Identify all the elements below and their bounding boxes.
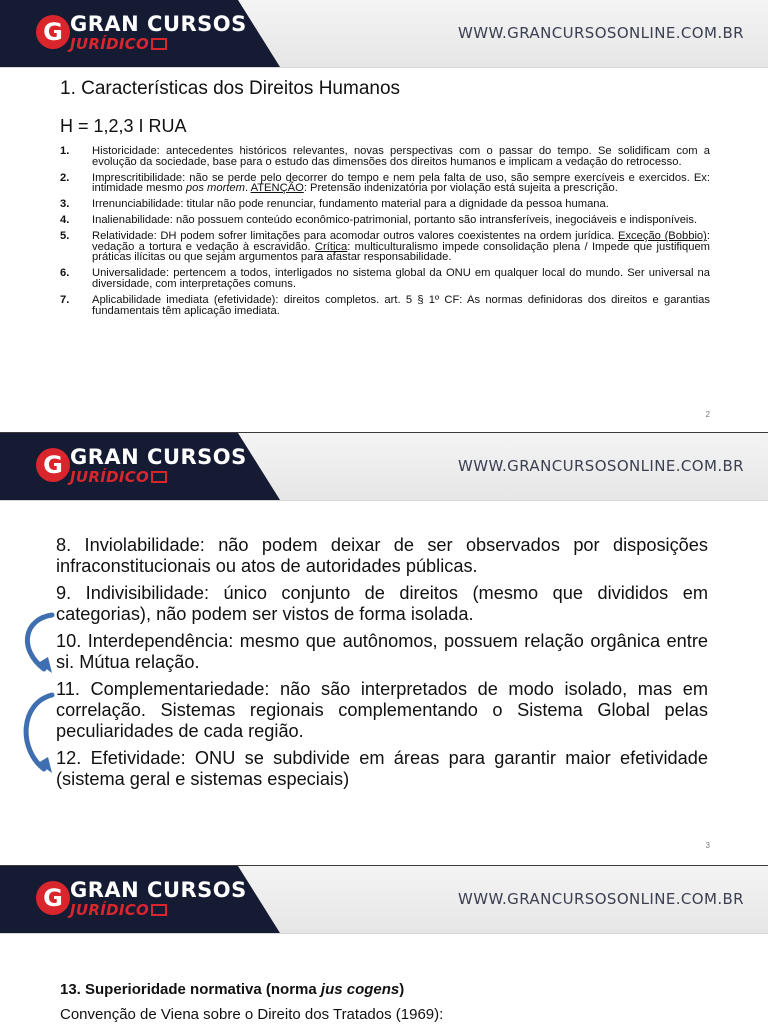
curved-arrow-icon: [14, 609, 58, 679]
list-item: 7. Aplicabilidade imediata (efetividade): direitos completos. art. 5 § 1º CF: As normas definidoras dos direitos e garantias fundamentais têm aplicação imediata.: [60, 294, 710, 317]
book-icon: [151, 904, 167, 916]
list-item: 2. Imprescritibilidade: não se perde pelo decorrer do tempo e nem pela falta de uso, são sempre exercíveis e exercidos. Ex: intimidade mesmo pos mortem. ATENÇÃO: Pretensão indenizatória por violação está sujeita a prescrição.: [60, 171, 710, 195]
characteristics-list-continued: [56, 535, 708, 796]
site-url: WWW.GRANCURSOSONLINE.COM.BR: [458, 24, 744, 42]
gran-logo-icon: G: [36, 15, 70, 49]
slide-page-3: [0, 433, 768, 865]
list-item: 4. Inalienabilidade: não possuem conteúdo econômico-patrimonial, portanto são intransferíveis, inegociáveis e indisponíveis.: [60, 214, 698, 227]
curved-arrow-icon: [14, 689, 58, 779]
list-item: 1. Historicidade: antecedentes históricos relevantes, novas perspectivas com o passar do tempo. Se solidificam com a evolução da sociedade, base para o estudo das dimensões dos direitos humanos e implicam a vedação do retrocesso.: [60, 145, 710, 168]
gran-logo-icon: G: [36, 448, 70, 482]
page-number: 2: [705, 410, 710, 419]
brand-name: GRAN CURSOS: [70, 12, 247, 36]
brand-sub: JURÍDICO: [70, 35, 167, 53]
header-banner: [0, 433, 768, 501]
page-number: 3: [705, 841, 710, 850]
book-icon: [151, 38, 167, 50]
body-text: Convenção de Viena sobre o Direito dos Tratados (1969):: [60, 1006, 444, 1023]
list-item: 6. Universalidade: pertencem a todos, interligados no sistema global da ONU em qualquer local do mundo. Ser universal na diversidade, com interpretações comuns.: [60, 267, 710, 290]
slide-page-4: [0, 866, 768, 1024]
slide-title: 1. Características dos Direitos Humanos: [60, 78, 401, 99]
list-item: 3. Irrenunciabilidade: titular não pode renunciar, fundamento material para a dignidade da pessoa humana.: [60, 198, 609, 211]
list-item: 5. Relatividade: DH podem sofrer limitações para acomodar outros valores coexistentes na ordem jurídica. Exceção (Bobbio): vedação a tortura e vedação à escravidão. Crítica: multiculturalismo impede consolidação plena / Impede que justifiquem práticas ilícitas ou que sejam argumentos para afastar responsabilidade.: [60, 230, 711, 264]
site-url: WWW.GRANCURSOSONLINE.COM.BR: [458, 890, 744, 908]
header-banner: [0, 866, 768, 934]
book-icon: [151, 471, 167, 483]
brand-sub: JURÍDICO: [70, 901, 167, 919]
mnemonic-formula: H = 1,2,3 I RUA: [60, 116, 187, 136]
brand-name: GRAN CURSOS: [70, 878, 247, 902]
slide-page-2: [0, 0, 768, 432]
site-url: WWW.GRANCURSOSONLINE.COM.BR: [458, 457, 744, 475]
list-item: 11. Complementariedade: não são interpretados de modo isolado, mas em correlação. Sistemas regionais complementando o Sistema Global pelas peculiaridades de cada região.: [56, 679, 708, 741]
list-item: 10. Interdependência: mesmo que autônomos, possuem relação orgânica entre si. Mútua relação.: [56, 631, 708, 672]
list-item: 8. Inviolabilidade: não podem deixar de ser observados por disposições infraconstitucionais ou atos de autoridades públicas.: [56, 535, 708, 576]
gran-logo-icon: G: [36, 881, 70, 915]
list-item: 9. Indivisibilidade: único conjunto de direitos (mesmo que divididos em categorias), não podem ser vistos de forma isolada.: [56, 583, 708, 624]
characteristics-list: [60, 146, 710, 322]
list-item: 12. Efetividade: ONU se subdivide em áreas para garantir maior efetividade (sistema geral e sistemas especiais): [56, 748, 708, 789]
brand-sub: JURÍDICO: [70, 468, 167, 486]
brand-name: GRAN CURSOS: [70, 445, 247, 469]
section-heading: 13. Superioridade normativa (norma jus cogens): [60, 981, 405, 998]
header-banner: [0, 0, 768, 68]
